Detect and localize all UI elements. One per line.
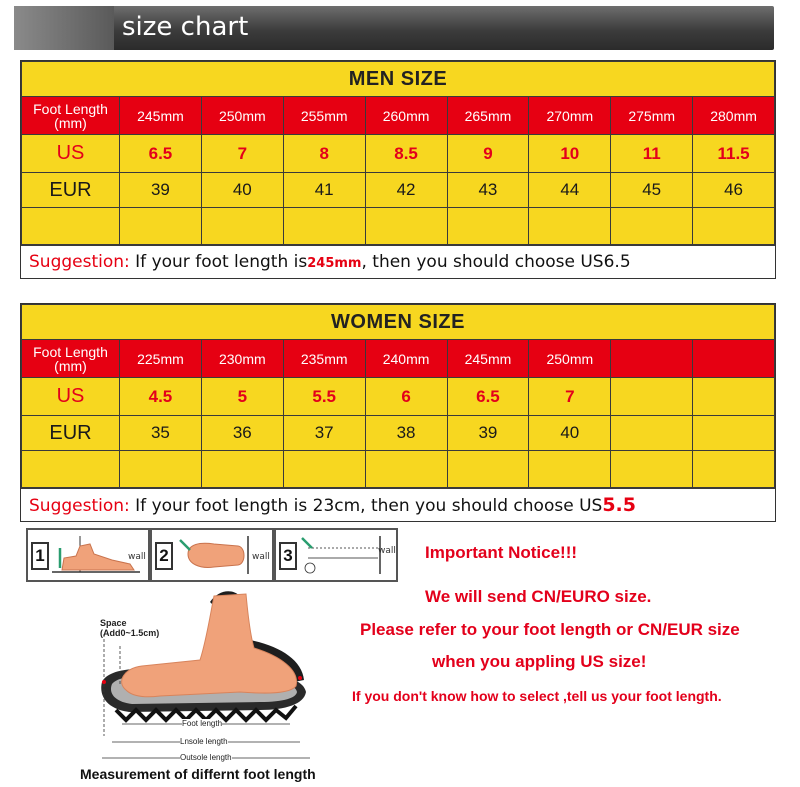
us-size-cell: 10 — [529, 135, 611, 173]
foot-length-cell: 280mm — [693, 97, 775, 135]
eur-size-cell: 36 — [201, 416, 283, 451]
us-size-cell: 5 — [201, 378, 283, 416]
us-size-cell: 8 — [283, 135, 365, 173]
foot-length-marker: Foot length — [182, 719, 223, 728]
us-label: US — [22, 378, 120, 416]
us-size-cell: 11.5 — [693, 135, 775, 173]
empty-cell — [611, 208, 693, 245]
us-size-cell: 6.5 — [447, 378, 529, 416]
women-size-table — [20, 303, 776, 522]
eur-size-cell: 45 — [611, 173, 693, 208]
foot-length-cell: 235mm — [283, 340, 365, 378]
foot-length-cell — [611, 340, 693, 378]
empty-cell — [365, 451, 447, 488]
foot-length-cell: 225mm — [120, 340, 202, 378]
eur-size-cell: 40 — [529, 416, 611, 451]
foot-length-cell: 245mm — [447, 340, 529, 378]
foot-length-label: Foot Length (mm) — [22, 340, 120, 378]
wall-label: wall — [252, 552, 270, 562]
empty-cell — [283, 208, 365, 245]
empty-cell — [201, 208, 283, 245]
eur-size-cell: 42 — [365, 173, 447, 208]
foot-length-cell — [693, 340, 775, 378]
notice-line-3: when you appling US size! — [432, 652, 647, 671]
empty-cell — [120, 451, 202, 488]
us-size-cell: 4.5 — [120, 378, 202, 416]
empty-cell — [365, 208, 447, 245]
empty-cell — [447, 451, 529, 488]
header-bar — [14, 6, 774, 50]
us-size-cell: 9 — [447, 135, 529, 173]
empty-cell — [447, 208, 529, 245]
step-3-illustration — [274, 528, 398, 582]
eur-size-cell: 44 — [529, 173, 611, 208]
suggestion-text-end: , then you should choose US6.5 — [361, 252, 631, 272]
empty-cell — [120, 208, 202, 245]
page-title: size chart — [122, 12, 249, 42]
eur-size-cell: 46 — [693, 173, 775, 208]
empty-cell — [529, 451, 611, 488]
eur-size-cell: 37 — [283, 416, 365, 451]
empty-cell — [283, 451, 365, 488]
step-1-illustration — [26, 528, 150, 582]
women-suggestion — [21, 488, 775, 521]
foot-length-cell: 275mm — [611, 97, 693, 135]
notice-line-2: Please refer to your foot length or CN/EUR size — [360, 620, 740, 639]
us-size-cell: 7 — [529, 378, 611, 416]
suggestion-value: 5.5 — [602, 494, 636, 516]
empty-cell — [201, 451, 283, 488]
foot-length-cell: 250mm — [201, 97, 283, 135]
eur-size-cell: 43 — [447, 173, 529, 208]
foot-length-cell: 250mm — [529, 340, 611, 378]
us-label: US — [22, 135, 120, 173]
eur-size-cell: 39 — [447, 416, 529, 451]
foot-length-cell: 240mm — [365, 340, 447, 378]
foot-length-cell: 265mm — [447, 97, 529, 135]
foot-length-cell: 230mm — [201, 340, 283, 378]
foot-length-cell: 270mm — [529, 97, 611, 135]
us-size-cell: 6.5 — [120, 135, 202, 173]
empty-cell — [693, 451, 775, 488]
empty-cell — [22, 208, 120, 245]
us-size-cell: 8.5 — [365, 135, 447, 173]
empty-cell — [529, 208, 611, 245]
suggestion-label: Suggestion: — [29, 496, 130, 516]
step-number: 2 — [155, 542, 173, 570]
us-size-cell: 5.5 — [283, 378, 365, 416]
empty-cell — [22, 451, 120, 488]
header-accent — [14, 6, 114, 50]
us-size-cell — [611, 378, 693, 416]
insole-length-marker: Lnsole length — [180, 737, 228, 746]
step-number: 1 — [31, 542, 49, 570]
notice-title: Important Notice!!! — [425, 543, 578, 562]
diagram-caption: Measurement of differnt foot length — [80, 766, 316, 782]
suggestion-text: If your foot length is 23cm, then you should choose US — [135, 496, 603, 516]
suggestion-label: Suggestion: — [29, 252, 130, 272]
eur-size-cell: 40 — [201, 173, 283, 208]
men-suggestion — [21, 245, 775, 278]
space-label: Space — [100, 618, 127, 628]
eur-size-cell — [611, 416, 693, 451]
eur-label: EUR — [22, 416, 120, 451]
us-size-cell: 7 — [201, 135, 283, 173]
foot-measurement-diagram — [90, 586, 330, 762]
eur-size-cell: 41 — [283, 173, 365, 208]
men-size-title: MEN SIZE — [22, 62, 775, 97]
eur-size-cell: 35 — [120, 416, 202, 451]
eur-label: EUR — [22, 173, 120, 208]
suggestion-text: If your foot length is — [135, 252, 308, 272]
step-2-illustration — [150, 528, 274, 582]
wall-label: wall — [378, 546, 396, 556]
us-size-cell: 6 — [365, 378, 447, 416]
foot-length-cell: 245mm — [120, 97, 202, 135]
notice-line-1: We will send CN/EURO size. — [425, 587, 652, 606]
foot-length-cell: 255mm — [283, 97, 365, 135]
foot-length-label: Foot Length (mm) — [22, 97, 120, 135]
us-size-cell: 11 — [611, 135, 693, 173]
eur-size-cell: 39 — [120, 173, 202, 208]
women-size-title: WOMEN SIZE — [22, 305, 775, 340]
men-size-table — [20, 60, 776, 279]
empty-cell — [611, 451, 693, 488]
space-value: (Add0~1.5cm) — [100, 628, 160, 638]
us-size-cell — [693, 378, 775, 416]
suggestion-value: 245mm — [307, 256, 362, 271]
eur-size-cell: 38 — [365, 416, 447, 451]
empty-cell — [693, 208, 775, 245]
wall-label: wall — [128, 552, 146, 562]
step-number: 3 — [279, 542, 297, 570]
eur-size-cell — [693, 416, 775, 451]
notice-line-4: If you don't know how to select ,tell us your foot length. — [352, 688, 722, 704]
outsole-length-marker: Outsole length — [180, 753, 232, 762]
foot-length-cell: 260mm — [365, 97, 447, 135]
